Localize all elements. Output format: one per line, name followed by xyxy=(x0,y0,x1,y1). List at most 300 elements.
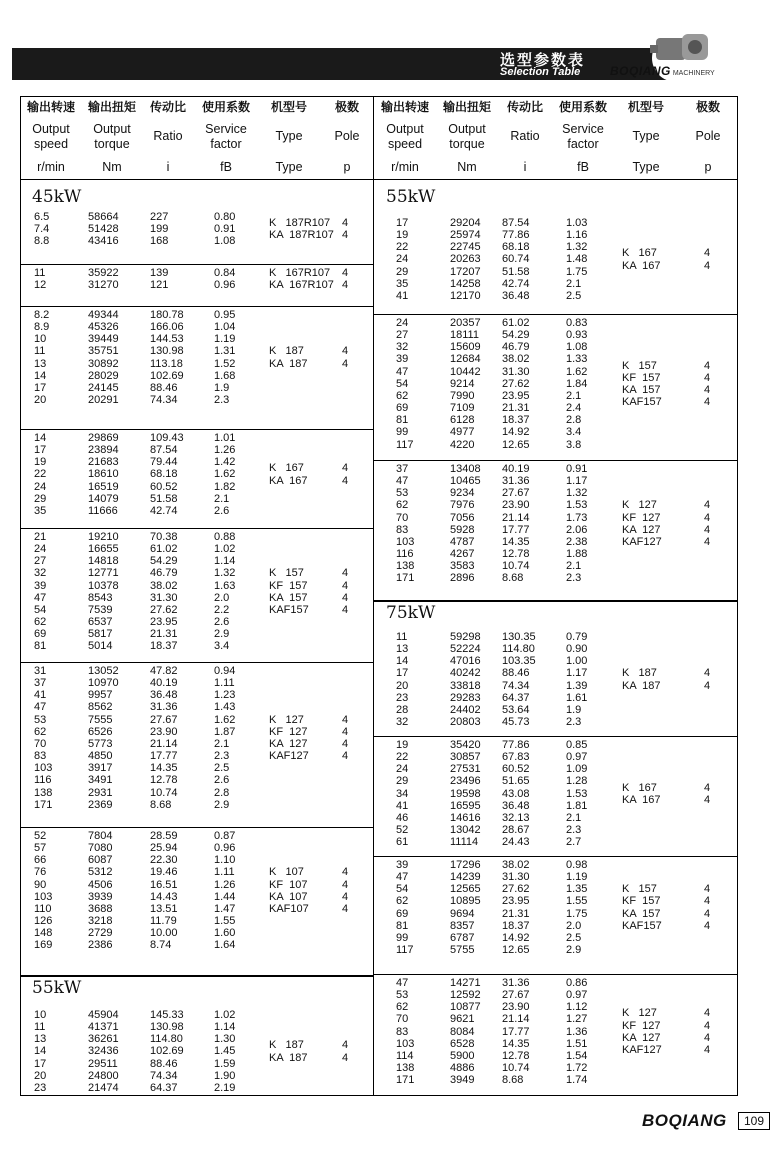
h-speed-unit-r: r/min xyxy=(391,160,419,174)
ratio-cell: 67.83 xyxy=(502,751,530,764)
h-ratio-unit: i xyxy=(166,160,170,174)
ratio-cell: 180.78 xyxy=(150,309,184,321)
type-cell: K 157 xyxy=(622,883,657,896)
table-row xyxy=(374,464,738,476)
factor-cell: 0.79 xyxy=(566,631,588,643)
table-row xyxy=(374,1075,738,1087)
speed-cell: 116 xyxy=(396,548,414,561)
torque-cell: 3491 xyxy=(88,774,113,787)
type-cell: KF 157 xyxy=(622,895,661,908)
type-row xyxy=(374,513,738,525)
pole-cell: 4 xyxy=(342,345,349,358)
h-speed-en-r: Output speed xyxy=(386,122,424,151)
torque-cell: 22745 xyxy=(450,241,481,254)
table-row xyxy=(374,573,738,585)
torque-cell: 6537 xyxy=(88,616,113,629)
speed-cell: 41 xyxy=(396,289,409,302)
ratio-cell: 114.80 xyxy=(150,1033,183,1046)
speed-cell: 69 xyxy=(34,628,47,641)
ratio-cell: 28.67 xyxy=(502,824,530,837)
factor-cell: 1.32 xyxy=(566,241,588,254)
torque-cell: 3949 xyxy=(450,1074,475,1087)
type-row xyxy=(374,1033,738,1045)
factor-cell: 2.06 xyxy=(566,523,588,536)
type-cell: KA 107 xyxy=(269,890,308,903)
ratio-cell: 46.79 xyxy=(150,567,178,580)
h-type-cn: 机型号 xyxy=(270,100,307,114)
table-row xyxy=(20,788,374,800)
ratio-cell: 102.69 xyxy=(150,1045,184,1058)
ratio-cell: 43.08 xyxy=(502,787,530,800)
factor-cell: 1.62 xyxy=(214,713,236,726)
torque-cell: 16519 xyxy=(88,480,119,493)
torque-cell: 31270 xyxy=(88,279,119,292)
torque-cell: 29283 xyxy=(450,691,481,704)
table-row xyxy=(374,632,738,644)
torque-cell: 5014 xyxy=(88,640,113,653)
factor-cell: 1.08 xyxy=(214,235,236,248)
factor-cell: 0.90 xyxy=(566,643,588,656)
type-cell: K 127 xyxy=(622,499,657,512)
pole-cell: 4 xyxy=(704,383,711,396)
group-separator xyxy=(374,856,738,857)
type-cell: KA 167 xyxy=(269,474,308,487)
ratio-cell: 145.33 xyxy=(150,1009,184,1021)
speed-cell: 39 xyxy=(396,353,409,366)
speed-cell: 41 xyxy=(34,689,47,702)
torque-cell: 20263 xyxy=(450,253,481,266)
speed-cell: 70 xyxy=(396,511,409,524)
torque-cell: 10895 xyxy=(450,895,481,908)
factor-cell: 0.91 xyxy=(214,223,236,236)
speed-cell: 6.5 xyxy=(34,211,50,223)
ratio-cell: 10.00 xyxy=(150,927,178,940)
pole-cell: 4 xyxy=(342,462,349,475)
type-cell: K 157 xyxy=(269,567,304,580)
speed-cell: 69 xyxy=(396,402,409,415)
speed-cell: 14 xyxy=(396,655,409,668)
h-sf-unit-r: fB xyxy=(577,160,589,174)
ratio-cell: 12.65 xyxy=(502,438,530,451)
type-row xyxy=(20,739,374,751)
ratio-cell: 166.06 xyxy=(150,321,184,334)
ratio-cell: 77.86 xyxy=(502,739,530,751)
speed-cell: 46 xyxy=(396,811,409,824)
type-cell: KAF107 xyxy=(269,902,309,915)
pole-cell: 4 xyxy=(342,1039,349,1052)
type-row xyxy=(374,397,738,409)
torque-cell: 10970 xyxy=(88,677,119,690)
ratio-cell: 74.34 xyxy=(150,1069,178,1082)
power-title: 55kW xyxy=(386,187,436,207)
torque-cell: 10465 xyxy=(450,475,481,488)
torque-cell: 5773 xyxy=(88,737,113,750)
speed-cell: 138 xyxy=(34,786,53,799)
factor-cell: 1.17 xyxy=(566,667,588,680)
ratio-cell: 17.77 xyxy=(502,523,530,536)
h-sf-en: Service factor xyxy=(205,122,247,151)
table-row xyxy=(20,916,374,928)
group-separator xyxy=(20,528,374,529)
group-separator xyxy=(20,306,374,307)
ratio-cell: 38.02 xyxy=(502,859,530,871)
factor-cell: 1.10 xyxy=(214,854,236,867)
torque-cell: 29869 xyxy=(88,432,119,444)
ratio-cell: 74.34 xyxy=(150,394,178,407)
torque-cell: 21683 xyxy=(88,456,119,469)
speed-cell: 22 xyxy=(396,751,409,764)
table-row xyxy=(20,666,374,678)
speed-cell: 114 xyxy=(396,1049,414,1062)
speed-cell: 22 xyxy=(396,241,409,254)
torque-cell: 4506 xyxy=(88,878,113,891)
torque-cell: 14239 xyxy=(450,871,481,884)
factor-cell: 2.9 xyxy=(214,628,230,641)
speed-cell: 62 xyxy=(396,1001,409,1014)
speed-cell: 11 xyxy=(396,631,408,643)
pole-cell: 4 xyxy=(704,259,711,272)
pole-cell: 4 xyxy=(342,591,349,604)
h-pole-en: Pole xyxy=(334,129,360,143)
table-row xyxy=(374,945,738,957)
type-row xyxy=(374,373,738,385)
brand-sub: MACHINERY xyxy=(672,70,715,77)
speed-cell: 171 xyxy=(396,1074,415,1087)
factor-cell: 1.32 xyxy=(566,487,588,500)
factor-cell: 2.5 xyxy=(214,762,230,775)
factor-cell: 1.84 xyxy=(566,377,588,390)
type-row xyxy=(374,248,738,260)
torque-cell: 7990 xyxy=(450,389,475,402)
type-cell: K 187R107 xyxy=(269,217,331,230)
ratio-cell: 23.95 xyxy=(502,389,530,402)
h-type-en-r: Type xyxy=(632,129,660,143)
speed-cell: 53 xyxy=(396,487,409,500)
table-row xyxy=(20,1083,374,1095)
ratio-cell: 103.35 xyxy=(502,655,536,668)
table-row xyxy=(20,494,374,506)
speed-cell: 47 xyxy=(396,977,409,989)
group-separator xyxy=(20,429,374,430)
factor-cell: 1.81 xyxy=(566,799,588,812)
ratio-cell: 24.43 xyxy=(502,836,530,849)
h-speed-unit: r/min xyxy=(37,160,65,174)
type-cell: KA 127 xyxy=(622,1031,661,1044)
torque-cell: 9214 xyxy=(450,377,475,390)
column-left xyxy=(20,180,374,1096)
factor-cell: 1.30 xyxy=(214,1033,236,1046)
factor-cell: 1.36 xyxy=(566,1025,588,1038)
factor-cell: 2.1 xyxy=(566,811,582,824)
speed-cell: 169 xyxy=(34,939,53,952)
table-row xyxy=(20,843,374,855)
torque-cell: 29511 xyxy=(88,1057,118,1070)
type-cell: KA 187 xyxy=(269,357,308,370)
torque-cell: 12684 xyxy=(450,353,481,366)
type-cell: KA 127 xyxy=(269,737,308,750)
speed-cell: 62 xyxy=(396,499,409,512)
table-row xyxy=(20,445,374,457)
speed-cell: 81 xyxy=(34,640,47,653)
type-cell: KA 187R107 xyxy=(269,229,334,242)
ratio-cell: 23.95 xyxy=(150,616,178,629)
ratio-cell: 87.54 xyxy=(502,217,530,229)
factor-cell: 1.09 xyxy=(566,763,588,776)
table-row xyxy=(374,440,738,452)
ratio-cell: 113.18 xyxy=(150,357,183,370)
h-speed-cn-r: 输出转速 xyxy=(380,100,429,114)
torque-cell: 11114 xyxy=(450,836,479,849)
torque-cell: 20357 xyxy=(450,317,481,329)
h-torque-unit: Nm xyxy=(102,160,122,174)
ratio-cell: 40.19 xyxy=(502,463,530,475)
factor-cell: 0.87 xyxy=(214,830,236,842)
factor-cell: 1.9 xyxy=(214,381,230,394)
speed-cell: 19 xyxy=(34,456,47,469)
type-cell: KA 157 xyxy=(622,383,661,396)
table-row xyxy=(20,702,374,714)
speed-cell: 83 xyxy=(34,750,47,763)
type-cell: K 167 xyxy=(269,462,304,475)
h-ratio-unit-r: i xyxy=(523,160,527,174)
table-row xyxy=(374,693,738,705)
factor-cell: 2.1 xyxy=(566,389,582,402)
pole-cell: 4 xyxy=(704,667,711,680)
factor-cell: 1.19 xyxy=(566,871,588,884)
power-title: 55kW xyxy=(32,978,82,998)
type-cell: KA 187 xyxy=(622,679,661,692)
factor-cell: 1.64 xyxy=(214,939,236,952)
ratio-cell: 61.02 xyxy=(150,543,178,556)
ratio-cell: 21.14 xyxy=(502,511,530,524)
table-row xyxy=(20,532,374,544)
type-row xyxy=(374,500,738,512)
pole-cell: 4 xyxy=(704,895,711,908)
speed-cell: 31 xyxy=(34,665,47,677)
factor-cell: 1.51 xyxy=(566,1037,588,1050)
ratio-cell: 88.46 xyxy=(150,1057,178,1070)
type-cell: K 167 xyxy=(622,781,657,794)
ratio-cell: 51.65 xyxy=(502,775,530,788)
factor-cell: 1.31 xyxy=(214,345,236,358)
pole-cell: 4 xyxy=(342,567,349,580)
factor-cell: 1.17 xyxy=(566,475,588,488)
torque-cell: 3218 xyxy=(88,915,113,928)
type-cell: K 167R107 xyxy=(269,267,331,279)
table-row xyxy=(374,561,738,573)
speed-cell: 117 xyxy=(396,944,414,957)
torque-cell: 12170 xyxy=(450,289,481,302)
speed-cell: 54 xyxy=(34,603,47,616)
factor-cell: 2.3 xyxy=(214,750,230,763)
torque-cell: 4267 xyxy=(450,548,475,561)
torque-cell: 14818 xyxy=(88,555,119,568)
factor-cell: 1.75 xyxy=(566,265,588,278)
table-row xyxy=(374,825,738,837)
brand-logo xyxy=(610,62,720,80)
ratio-cell: 31.30 xyxy=(150,591,178,604)
factor-cell: 2.1 xyxy=(566,560,582,573)
table-row xyxy=(374,415,738,427)
speed-cell: 62 xyxy=(34,725,47,738)
factor-cell: 1.47 xyxy=(214,902,236,915)
factor-cell: 0.94 xyxy=(214,665,236,677)
ratio-cell: 19.46 xyxy=(150,866,178,879)
torque-cell: 12565 xyxy=(450,883,481,896)
speed-cell: 11 xyxy=(34,267,46,279)
type-cell: KF 127 xyxy=(622,1019,661,1032)
factor-cell: 1.08 xyxy=(566,341,588,354)
type-row xyxy=(20,463,374,475)
speed-cell: 20 xyxy=(34,394,47,407)
factor-cell: 0.86 xyxy=(566,977,588,989)
speed-cell: 39 xyxy=(396,859,409,871)
speed-cell: 24 xyxy=(34,543,47,556)
table-row xyxy=(374,318,738,330)
type-row xyxy=(20,751,374,763)
power-title: 45kW xyxy=(32,187,82,207)
ratio-cell: 42.74 xyxy=(150,504,178,517)
type-cell: KF 157 xyxy=(622,371,661,384)
speed-cell: 47 xyxy=(34,701,47,714)
ratio-cell: 61.02 xyxy=(502,317,530,329)
ratio-cell: 70.38 xyxy=(150,531,178,543)
factor-cell: 1.60 xyxy=(214,927,236,940)
ratio-cell: 23.95 xyxy=(502,895,530,908)
torque-cell: 6087 xyxy=(88,854,113,867)
speed-cell: 32 xyxy=(34,567,47,580)
factor-cell: 1.02 xyxy=(214,1009,236,1021)
pole-cell: 4 xyxy=(342,713,349,726)
type-cell: KAF127 xyxy=(622,1043,662,1056)
ratio-cell: 102.69 xyxy=(150,369,184,382)
table-row xyxy=(374,218,738,230)
speed-cell: 61 xyxy=(396,836,409,849)
ratio-cell: 32.13 xyxy=(502,811,530,824)
factor-cell: 1.62 xyxy=(214,468,236,481)
type-cell: K 187 xyxy=(622,667,657,680)
factor-cell: 2.8 xyxy=(566,414,582,427)
factor-cell: 2.38 xyxy=(566,535,588,548)
pole-cell: 4 xyxy=(342,1051,349,1064)
type-row xyxy=(20,230,374,242)
ratio-cell: 23.90 xyxy=(502,1001,530,1014)
ratio-cell: 27.67 xyxy=(150,713,178,726)
pole-cell: 4 xyxy=(704,535,711,548)
pole-cell: 4 xyxy=(704,1019,711,1032)
pole-cell: 4 xyxy=(704,907,711,920)
pole-cell: 4 xyxy=(704,679,711,692)
speed-cell: 35 xyxy=(396,277,409,290)
torque-cell: 6528 xyxy=(450,1037,475,1050)
type-row xyxy=(20,605,374,617)
speed-cell: 14 xyxy=(34,1045,47,1058)
ratio-cell: 8.74 xyxy=(150,939,172,952)
ratio-cell: 45.73 xyxy=(502,716,530,729)
ratio-cell: 121 xyxy=(150,279,169,292)
speed-cell: 41 xyxy=(396,799,409,812)
torque-cell: 2729 xyxy=(88,927,113,940)
table-row xyxy=(374,644,738,656)
speed-cell: 23 xyxy=(34,1081,47,1094)
group-separator xyxy=(374,314,738,315)
factor-cell: 1.26 xyxy=(214,444,236,457)
factor-cell: 0.88 xyxy=(214,531,236,543)
torque-cell: 14079 xyxy=(88,492,119,505)
banner-title-cn: 选型参数表 xyxy=(500,51,586,69)
factor-cell: 1.63 xyxy=(214,579,236,592)
torque-cell: 30857 xyxy=(450,751,481,764)
factor-cell: 1.43 xyxy=(214,701,236,714)
factor-cell: 1.23 xyxy=(214,689,236,702)
type-cell: KAF127 xyxy=(269,750,309,763)
torque-cell: 10877 xyxy=(450,1001,481,1014)
torque-cell: 5312 xyxy=(88,866,113,879)
h-speed-cn: 输出转速 xyxy=(26,100,75,114)
speed-cell: 24 xyxy=(396,253,409,266)
factor-cell: 2.1 xyxy=(214,492,230,505)
ratio-cell: 77.86 xyxy=(502,229,530,242)
type-row xyxy=(374,1045,738,1057)
type-row xyxy=(20,280,374,292)
speed-cell: 76 xyxy=(34,866,47,879)
torque-cell: 4977 xyxy=(450,426,475,439)
pole-cell: 4 xyxy=(704,371,711,384)
type-row xyxy=(374,921,738,933)
factor-cell: 1.01 xyxy=(214,432,236,444)
pole-cell: 4 xyxy=(704,919,711,932)
torque-cell: 2369 xyxy=(88,798,113,811)
h-sf-cn-r: 使用系数 xyxy=(558,100,607,114)
factor-cell: 1.14 xyxy=(214,1021,236,1034)
ratio-cell: 16.51 xyxy=(150,878,178,891)
pole-cell: 4 xyxy=(342,603,349,616)
type-row xyxy=(20,904,374,916)
type-cell: K 187 xyxy=(269,1039,304,1052)
factor-cell: 1.55 xyxy=(566,895,588,908)
factor-cell: 1.44 xyxy=(214,890,236,903)
ratio-cell: 11.79 xyxy=(150,915,177,928)
factor-cell: 2.0 xyxy=(566,919,582,932)
type-cell: K 127 xyxy=(269,713,304,726)
type-row xyxy=(20,568,374,580)
group-separator xyxy=(374,736,738,737)
ratio-cell: 27.62 xyxy=(502,377,530,390)
h-pole-cn: 极数 xyxy=(334,100,359,114)
torque-cell: 9694 xyxy=(450,907,475,920)
table-row xyxy=(374,279,738,291)
h-sf-en-r: Service factor xyxy=(562,122,604,151)
table-row xyxy=(20,334,374,346)
header-left xyxy=(20,96,374,180)
type-row xyxy=(20,727,374,739)
h-speed-en: Output speed xyxy=(32,122,70,151)
ratio-cell: 40.19 xyxy=(150,677,178,690)
ratio-cell: 31.36 xyxy=(502,977,530,989)
factor-cell: 1.68 xyxy=(214,369,236,382)
speed-cell: 53 xyxy=(396,989,409,1002)
table-row xyxy=(20,1071,374,1083)
ratio-cell: 31.36 xyxy=(502,475,530,488)
ratio-cell: 31.36 xyxy=(150,701,178,714)
speed-cell: 10 xyxy=(34,1009,47,1021)
table-row xyxy=(20,940,374,952)
torque-cell: 24145 xyxy=(88,381,119,394)
type-row xyxy=(20,892,374,904)
ratio-cell: 17.77 xyxy=(150,750,178,763)
ratio-cell: 130.35 xyxy=(502,631,536,643)
speed-cell: 53 xyxy=(34,713,47,726)
